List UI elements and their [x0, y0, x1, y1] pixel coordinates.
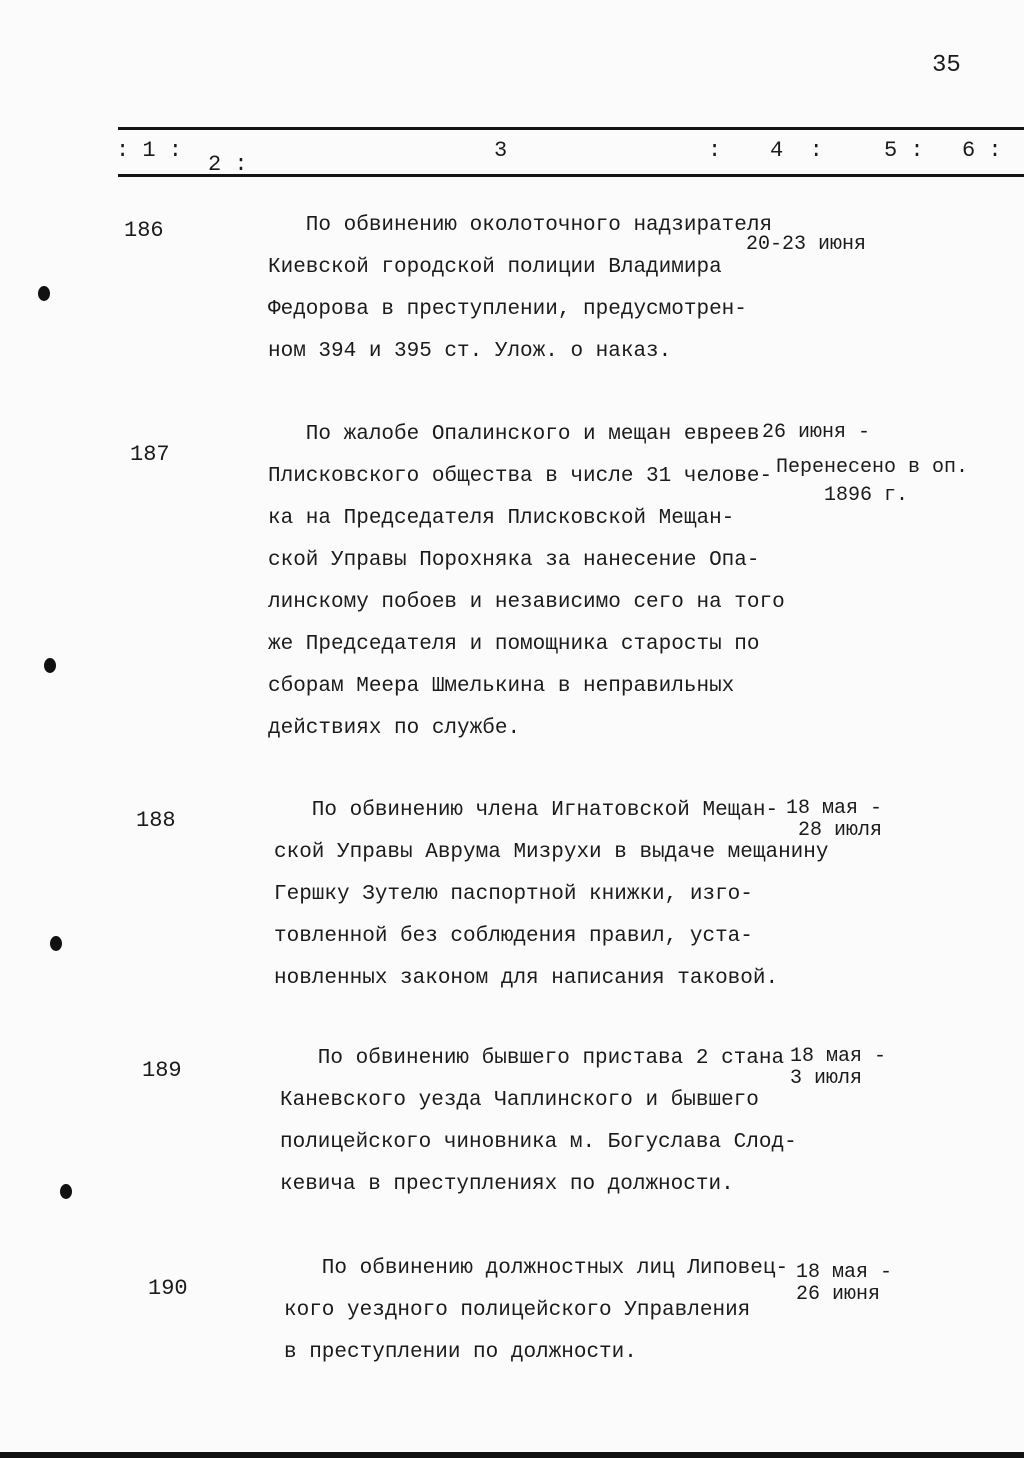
- entry-text-line: полицейского чиновника м. Богуслава Слод-: [280, 1131, 797, 1154]
- entry-text-line: Киевской городской полиции Владимира: [268, 256, 722, 279]
- punch-hole-mark: [38, 286, 50, 301]
- entry-text-line: новленных законом для написания таковой.: [274, 967, 779, 990]
- entry-text-line: кевича в преступлениях по должности.: [280, 1173, 734, 1196]
- header-col-4: 4 :: [770, 138, 823, 163]
- table-header-bottom-rule: [118, 174, 1024, 177]
- entry-number: 189: [142, 1058, 182, 1083]
- entry-text-line: ской Управы Порохняка за нанесение Опа-: [268, 549, 760, 572]
- entry-text-line: кого уездного полицейского Управления: [284, 1299, 751, 1322]
- header-col-1: : 1 :: [116, 138, 183, 163]
- entry-number: 190: [148, 1276, 188, 1301]
- entry-text-line: ка на Председателя Плисковской Мещан-: [268, 507, 735, 530]
- header-col-5: 5 :: [884, 138, 924, 163]
- entry-note: Перенесено в оп. 1896 г.: [776, 456, 969, 507]
- entry-text-line: По жалобе Опалинского и мещан евреев: [268, 423, 760, 446]
- entry-text-line: По обвинению околоточного надзирателя: [268, 214, 773, 237]
- entry-text: [280, 1038, 797, 1206]
- punch-hole-mark: [60, 1184, 72, 1199]
- table-header-top-rule: [118, 127, 1024, 130]
- entry-text-line: По обвинению члена Игнатовской Мещан-: [274, 799, 779, 822]
- header-col-6: 6 :: [962, 138, 1002, 163]
- header-col-3: 3: [494, 138, 508, 163]
- entry-text-line: Плисковского общества в числе 31 челове-: [268, 465, 773, 488]
- entry-text: [268, 414, 785, 750]
- entry-text-line: в преступлении по должности.: [284, 1341, 637, 1364]
- entry-text-line: же Председателя и помощника старосты по: [268, 633, 760, 656]
- entry-text-line: сборам Меера Шмелькина в неправильных: [268, 675, 735, 698]
- header-col-3-separator: :: [708, 138, 722, 163]
- entry-text-line: Гершку Зутелю паспортной книжки, изго-: [274, 883, 753, 906]
- entry-text-line: ном 394 и 395 ст. Улож. о наказ.: [268, 340, 672, 363]
- entry-text: [268, 205, 772, 373]
- page-number: 35: [932, 52, 961, 79]
- bottom-edge: [0, 1452, 1024, 1458]
- entry-date: 20-23 июня: [746, 233, 867, 256]
- entry-date: 18 мая - 28 июля: [786, 797, 883, 842]
- entry-date: 18 мая - 26 июня: [796, 1261, 893, 1306]
- entry-text-line: товленной без соблюдения правил, уста-: [274, 925, 753, 948]
- entry-date: 18 мая - 3 июля: [790, 1045, 887, 1090]
- entry-text-line: ской Управы Аврума Мизрухи в выдаче мещанину: [274, 841, 829, 864]
- entry-text-line: По обвинению должностных лиц Липовец-: [284, 1257, 789, 1280]
- entry-number: 187: [130, 442, 170, 467]
- entry-text-line: Каневского уезда Чаплинского и бывшего: [280, 1089, 759, 1112]
- header-col-2: 2 :: [208, 152, 248, 177]
- entry-date: 26 июня -: [762, 421, 871, 444]
- entry-number: 186: [124, 218, 164, 243]
- entry-text: [274, 790, 829, 1000]
- entry-text: [284, 1248, 788, 1374]
- entry-text-line: Федорова в преступлении, предусмотрен-: [268, 298, 747, 321]
- entry-number: 188: [136, 808, 176, 833]
- punch-hole-mark: [44, 658, 56, 673]
- entry-text-line: линскому побоев и независимо сего на того: [268, 591, 785, 614]
- punch-hole-mark: [50, 936, 62, 951]
- entry-text-line: По обвинению бывшего пристава 2 стана: [280, 1047, 785, 1070]
- entry-text-line: действиях по службе.: [268, 717, 521, 740]
